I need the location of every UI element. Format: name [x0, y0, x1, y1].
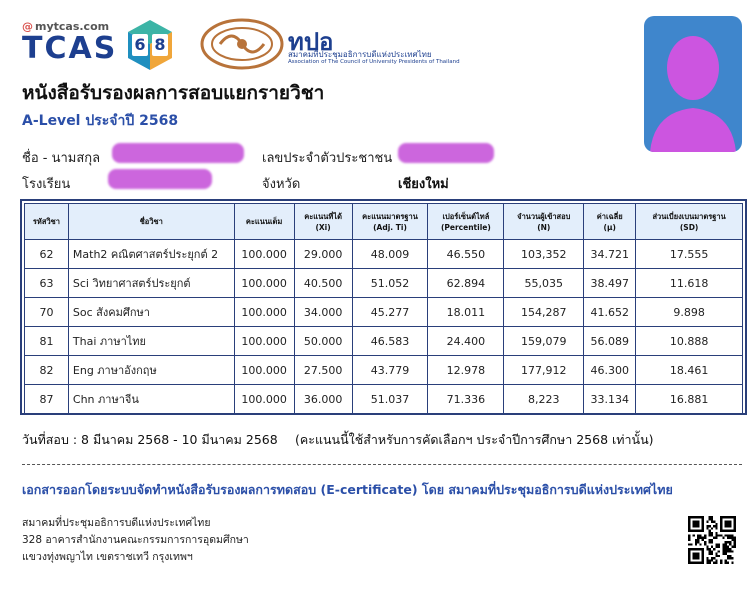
table-cell: 87 [25, 385, 69, 414]
table-cell: 100.000 [234, 356, 294, 385]
table-cell: 18.011 [428, 298, 504, 327]
table-cell: Soc สังคมศึกษา [68, 298, 234, 327]
table-cell: 9.898 [636, 298, 743, 327]
exam-date: วันที่สอบ : 8 มีนาคม 2568 - 10 มีนาคม 2568 [22, 432, 278, 447]
tcas-digit-2: 8 [152, 34, 168, 56]
column-header [636, 204, 743, 240]
table-cell: 33.134 [584, 385, 636, 414]
table-cell: 36.000 [294, 385, 352, 414]
table-cell: 16.881 [636, 385, 743, 414]
name-redaction [112, 143, 244, 163]
table-cell: 8,223 [504, 385, 584, 414]
column-header-label: เปอร์เซ็นต์ไทล์ [442, 211, 490, 221]
column-header-label: ส่วนเบี่ยงเบนมาตรฐาน [652, 211, 726, 221]
table-row [25, 356, 743, 385]
tcas-digit-1: 6 [132, 34, 148, 56]
table-cell: 48.009 [352, 240, 428, 269]
table-cell: 17.555 [636, 240, 743, 269]
table-cell: Eng ภาษาอังกฤษ [68, 356, 234, 385]
table-cell: 34.000 [294, 298, 352, 327]
table-cell: 154,287 [504, 298, 584, 327]
column-header [352, 204, 428, 240]
document-subtitle: A-Level ประจำปี 2568 [22, 113, 179, 129]
column-header-label: จำนวนผู้เข้าสอบ [517, 211, 571, 221]
table-row [25, 269, 743, 298]
column-header-unit: (Xi) [315, 222, 331, 232]
table-row [25, 385, 743, 414]
table-cell: 46.583 [352, 327, 428, 356]
name-label: ชื่อ - นามสกุล [22, 151, 101, 166]
column-header [428, 204, 504, 240]
table-cell: 50.000 [294, 327, 352, 356]
address-line-3: แขวงทุ่งพญาไท เขตราชเทวี กรุงเทพฯ [22, 551, 193, 563]
cup-name-english: Association of The Council of University Presidents of Thailand [288, 59, 460, 65]
citizen-id-redaction [398, 143, 494, 163]
table-cell: 11.618 [636, 269, 743, 298]
table-cell: 18.461 [636, 356, 743, 385]
table-cell: Math2 คณิตศาสตร์ประยุกต์ 2 [68, 240, 234, 269]
table-cell: 62.894 [428, 269, 504, 298]
table-cell: 177,912 [504, 356, 584, 385]
table-cell: Thai ภาษาไทย [68, 327, 234, 356]
tcas-logo-text: TCAS [22, 31, 118, 66]
school-redaction [108, 169, 212, 189]
document-title: หนังสือรับรองผลการสอบแยกรายวิชา [22, 82, 325, 104]
table-cell: 103,352 [504, 240, 584, 269]
column-header [584, 204, 636, 240]
column-header [294, 204, 352, 240]
table-cell: 55,035 [504, 269, 584, 298]
table-cell: 100.000 [234, 385, 294, 414]
province-label: จังหวัด [262, 177, 301, 192]
cup-name-thai: สมาคมที่ประชุมอธิการบดีแห่งประเทศไทย [288, 50, 432, 59]
province-value: เชียงใหม่ [398, 177, 449, 192]
column-header-unit: (Percentile) [440, 222, 491, 232]
table-cell: 43.779 [352, 356, 428, 385]
column-header [25, 204, 69, 240]
column-header-unit: (μ) [603, 222, 616, 232]
column-header-label: รหัสวิชา [32, 217, 60, 226]
table-cell: Sci วิทยาศาสตร์ประยุกต์ [68, 269, 234, 298]
table-cell: 27.500 [294, 356, 352, 385]
column-header [68, 204, 234, 240]
table-cell: 40.500 [294, 269, 352, 298]
table-cell: 63 [25, 269, 69, 298]
table-cell: 46.550 [428, 240, 504, 269]
table-cell: 38.497 [584, 269, 636, 298]
table-row [25, 298, 743, 327]
table-cell: 82 [25, 356, 69, 385]
column-header-unit: (N) [537, 222, 551, 232]
table-row [25, 240, 743, 269]
table-cell: 62 [25, 240, 69, 269]
table-row [25, 327, 743, 356]
dashed-divider [22, 464, 742, 465]
table-cell: 70 [25, 298, 69, 327]
column-header [504, 204, 584, 240]
applicant-photo [644, 16, 742, 152]
table-cell: 51.052 [352, 269, 428, 298]
column-header-label: คะแนนเต็ม [245, 217, 283, 226]
issued-by-statement: เอกสารออกโดยระบบจัดทำหนังสือรับรองผลการทดสอบ (E-certificate) โดย สมาคมที่ประชุมอธิการบดีแห่งประเทศไทย [22, 482, 673, 497]
table-cell: 12.978 [428, 356, 504, 385]
table-cell: 41.652 [584, 298, 636, 327]
table-cell: 34.721 [584, 240, 636, 269]
table-header-row [25, 204, 743, 240]
table-cell: Chn ภาษาจีน [68, 385, 234, 414]
table-cell: 29.000 [294, 240, 352, 269]
usage-note: (คะแนนนี้ใช้สำหรับการคัดเลือกฯ ประจำปีการศึกษา 2568 เท่านั้น) [295, 432, 654, 447]
column-header [234, 204, 294, 240]
table-cell: 159,079 [504, 327, 584, 356]
column-header-unit: (Adj. Ti) [373, 222, 407, 232]
table-cell: 100.000 [234, 327, 294, 356]
table-cell: 24.400 [428, 327, 504, 356]
tcas-68-logo [128, 20, 172, 70]
table-cell: 10.888 [636, 327, 743, 356]
table-cell: 51.037 [352, 385, 428, 414]
column-header-label: คะแนนที่ได้ [304, 211, 342, 221]
mytcas-link: @ mytcas.com [22, 20, 110, 33]
table-cell: 100.000 [234, 298, 294, 327]
table-cell: 100.000 [234, 269, 294, 298]
table-cell: 56.089 [584, 327, 636, 356]
table-cell: 100.000 [234, 240, 294, 269]
qr-code-icon[interactable] [688, 516, 736, 564]
school-label: โรงเรียน [22, 177, 71, 192]
table-cell: 81 [25, 327, 69, 356]
address-line-2: 328 อาคารสำนักงานคณะกรรมการการอุดมศึกษา [22, 534, 249, 546]
table-cell: 46.300 [584, 356, 636, 385]
cup-abbreviation: ทปอ [288, 28, 334, 56]
column-header-label: ชื่อวิชา [139, 217, 163, 226]
citizen-id-label: เลขประจำตัวประชาชน [262, 151, 393, 166]
column-header-unit: (SD) [679, 222, 699, 232]
address-line-1: สมาคมที่ประชุมอธิการบดีแห่งประเทศไทย [22, 517, 211, 529]
column-header-label: คะแนนมาตรฐาน [362, 211, 418, 221]
cup-emblem-icon [200, 18, 284, 70]
column-header-label: ค่าเฉลี่ย [596, 211, 623, 221]
table-cell: 71.336 [428, 385, 504, 414]
score-table [24, 203, 743, 414]
table-cell: 45.277 [352, 298, 428, 327]
